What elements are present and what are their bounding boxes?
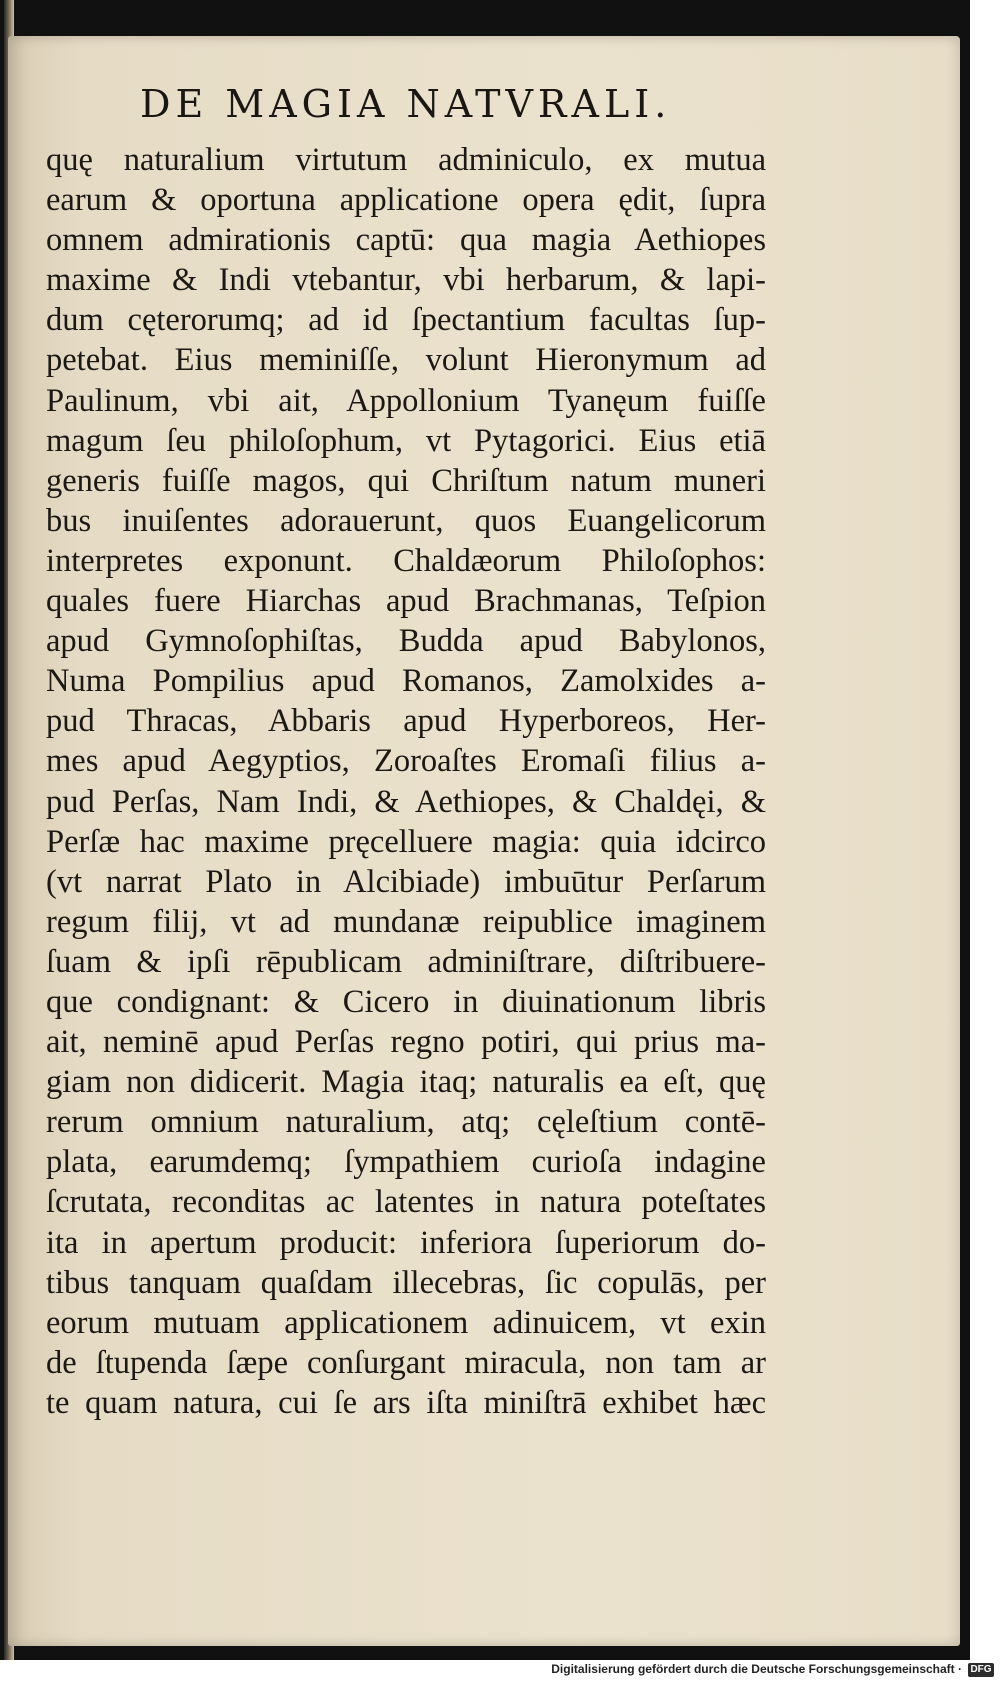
text-line: earum & oportuna applicatione opera ędit, ſupra (46, 182, 766, 219)
text-line: pud Thracas, Abbaris apud Hyperboreos, Her- (46, 703, 766, 740)
text-line: pud Perſas, Nam Indi, & Aethiopes, & Chaldęi, & (46, 783, 766, 820)
text-line: magum ſeu philoſophum, vt Pytagorici. Eius etiā (46, 422, 766, 459)
text-line: Numa Pompilius apud Romanos, Zamolxides a- (46, 663, 766, 700)
text-line: ait, neminē apud Perſas regno potiri, qui prius ma- (46, 1024, 766, 1061)
text-line: que condignant: & Cicero in diuinationum libris (46, 983, 766, 1020)
running-head: DE MAGIA NATVRALI. (140, 82, 672, 126)
text-line: tibus tanquam quaſdam illecebras, ſic copulās, per (46, 1264, 766, 1301)
text-line: mes apud Aegyptios, Zoroaſtes Eromaſi filius a- (46, 743, 766, 780)
text-line: omnem admirationis captū: qua magia Aethiopes (46, 222, 766, 259)
text-line: Paulinum, vbi ait, Appollonium Tyanęum fuiſſe (46, 382, 766, 419)
body-text (46, 140, 766, 1423)
text-line: giam non didicerit. Magia itaq; naturalis ea eſt, quę (46, 1064, 766, 1101)
text-line: Perſæ hac maxime pręcelluere magia: quia idcirco (46, 823, 766, 860)
funding-credit: Digitalisierung gefördert durch die Deutsche Forschungsgemeinschaft · (551, 1662, 962, 1676)
text-line: dum cęterorumq; ad id ſpectantium facultas ſup- (46, 302, 766, 339)
text-line: te quam natura, cui ſe ars iſta miniſtrā exhibet hæc (46, 1384, 766, 1421)
text-line: rerum omnium naturalium, atq; cęleſtium contē- (46, 1104, 766, 1141)
text-line: de ſtupenda ſæpe conſurgant miracula, non tam ar (46, 1344, 766, 1381)
text-line: eorum mutuam applicationem adinuicem, vt exin (46, 1304, 766, 1341)
dfg-logo: DFG (968, 1663, 994, 1677)
text-line: bus inuiſentes adorauerunt, quos Euangelicorum (46, 502, 766, 539)
text-line: quę naturalium virtutum adminiculo, ex mutua (46, 142, 766, 178)
text-line: generis fuiſſe magos, qui Chriſtum natum muneri (46, 462, 766, 499)
text-line: apud Gymnoſophiſtas, Budda apud Babylonos, (46, 623, 766, 660)
text-line: regum filij, vt ad mundanæ reipublice imaginem (46, 903, 766, 940)
text-line: plata, earumdemq; ſympathiem curioſa indagine (46, 1144, 766, 1181)
text-line: quales fuere Hiarchas apud Brachmanas, Teſpion (46, 583, 766, 620)
text-line: petebat. Eius meminiſſe, volunt Hieronymum ad (46, 342, 766, 379)
text-line: (vt narrat Plato in Alcibiade) imbuūtur Perſarum (46, 863, 766, 900)
text-line: ſcrutata, reconditas ac latentes in natura poteſtates (46, 1184, 766, 1221)
text-line: interpretes exponunt. Chaldæorum Philoſophos: (46, 542, 766, 579)
text-line: ita in apertum producit: inferiora ſuperiorum do- (46, 1224, 766, 1261)
text-line: ſuam & ipſi rēpublicam adminiſtrare, diſtribuere- (46, 943, 766, 980)
text-line: maxime & Indi vtebantur, vbi herbarum, & lapi- (46, 262, 766, 299)
